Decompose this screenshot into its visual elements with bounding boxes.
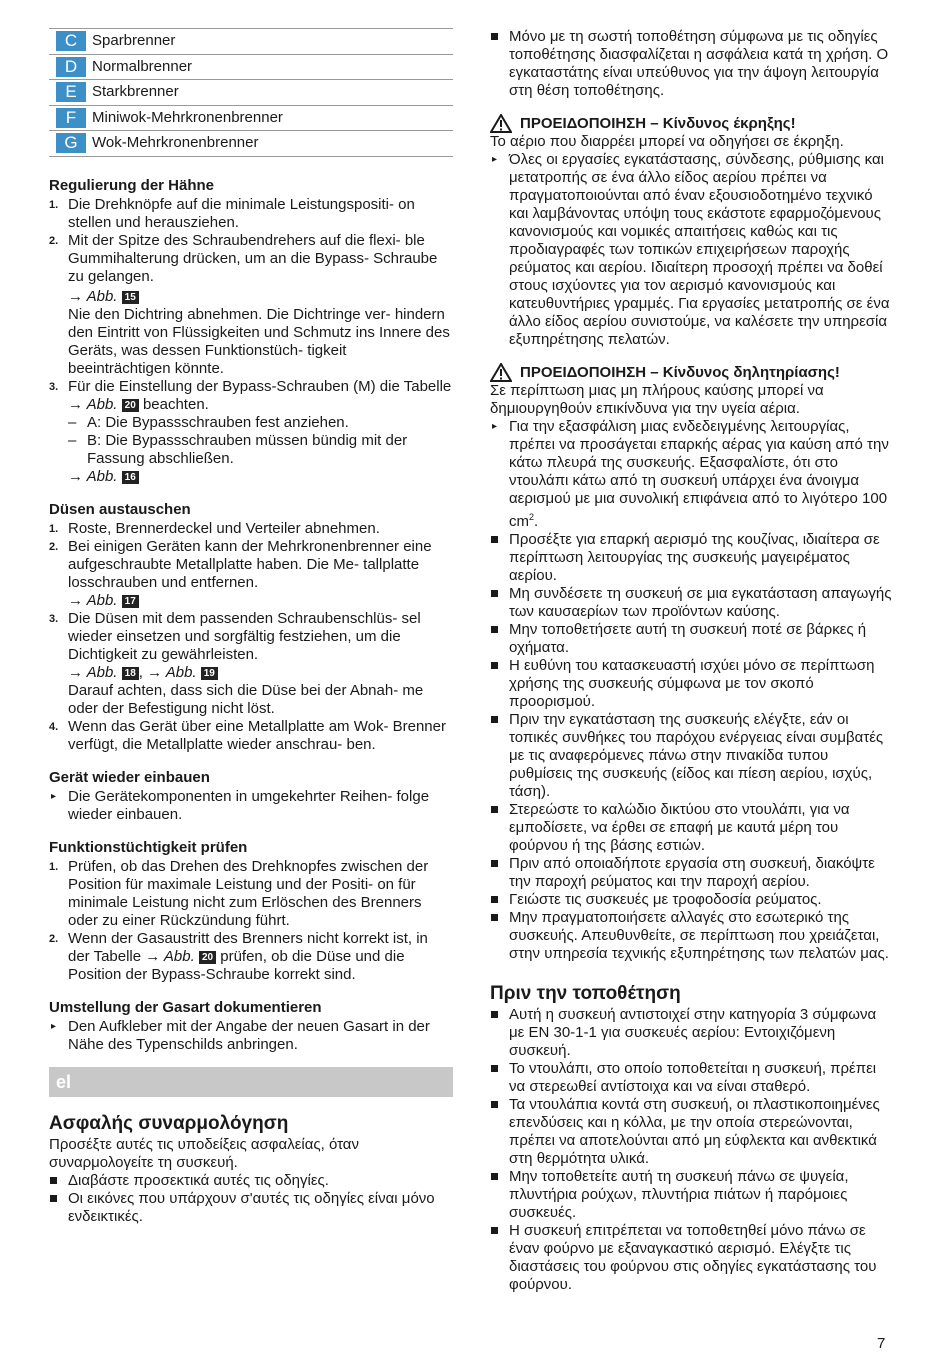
step-item: [49, 520, 453, 538]
section-heading: Πριν την τοποθέτηση: [490, 983, 681, 1004]
figure-ref: [68, 288, 453, 306]
figure-ref-text: → Abb.: [68, 591, 118, 609]
triangle-bullet-icon: ▸: [51, 790, 57, 802]
step-number: 2.: [49, 234, 59, 247]
burner-name: Wok-Mehrkronenbrenner: [92, 134, 259, 152]
step-text: prüfen, ob die Düse und die Position der Bypass-Schraube korrekt sind.: [68, 947, 405, 983]
step-number: 1.: [49, 198, 59, 211]
step-text: Die Drehknöpfe auf die minimale Leistungspositi- on stellen und herausziehen.: [68, 195, 415, 231]
list-item: [49, 1018, 453, 1054]
left-column: [49, 28, 453, 1226]
figure-badge: 19: [201, 667, 218, 680]
list-item: [490, 1060, 894, 1096]
square-bullet-icon: [491, 590, 498, 597]
sub-item-text: A: Die Bypassschrauben fest anziehen.: [87, 413, 349, 431]
figure-ref-text: → Abb.: [68, 395, 118, 413]
step-text: Für die Einstellung der Bypass-Schrauben (M) die Tabelle: [68, 377, 452, 395]
square-bullet-icon: [491, 662, 498, 669]
warning-text: Σε περίπτωση μιας μη πλήρους καύσης μπορεί να δημιουργηθούν επικίνδυνα για την υγεία αέρια.: [490, 382, 824, 417]
figure-badge: 17: [122, 595, 139, 608]
warning-heading: [490, 363, 894, 382]
list-item-text: Όλες οι εργασίες εγκατάστασης, σύνδεσης, ρύθμισης και μετατροπής σε ένα άλλο είδος αερίου πρέπει να πραγματοποιούνται από έναν εξουσιοδοτημένο τεχνικό και λαμβάνοντας υπόψη τους εκάστοτε εφαρμοζόμενους κανονισμούς και νομικές απαιτήσεις καθώς και τις προδιαγραφές των τοπικών επιχειρήσεων παροχής ρεύματος και αερίου. Ιδιαίτερη προσοχή πρέπει να δοθεί στους ισχύοντες για τον αερισμό κανονισμούς και κατευθυντήριες γραμμές. Για εργασίες μετατροπής σε ένα άλλο είδος αερίου συνιστούμε, να καλέσετε την υπηρεσία εξυπηρέτησης πελατών.: [509, 151, 890, 348]
language-bar: el: [49, 1067, 453, 1097]
step-number: 3.: [49, 380, 59, 393]
list-item: [49, 788, 453, 824]
list-item-text: Μη συνδέσετε τη συσκευή σε μια εγκατάσταση απαγωγής των καυσαερίων των προϊόντων καύσης.: [509, 585, 892, 620]
step-number: 2.: [49, 932, 59, 945]
list-item-text: Στερεώστε το καλώδιο δικτύου στο ντουλάπι, για να εμποδίσετε, να έρθει σε επαφή με καυτά μέρη του φούρνου ή της βάσης εστιών.: [509, 801, 850, 854]
triangle-bullet-icon: ▸: [492, 154, 498, 165]
table-row: [49, 131, 453, 157]
step-item: [49, 378, 453, 486]
figure-ref-text: → Abb.: [68, 467, 118, 485]
triangle-bullet-icon: ▸: [51, 1020, 57, 1032]
square-bullet-icon: [491, 860, 498, 867]
figure-ref: [68, 468, 453, 486]
step-number: 3.: [49, 612, 59, 625]
warning-heading: [490, 114, 894, 133]
figure-badge: 16: [122, 471, 139, 484]
burner-name: Miniwok-Mehrkronenbrenner: [92, 108, 283, 126]
burner-letter: C: [56, 31, 86, 51]
square-bullet-icon: [491, 896, 498, 903]
list-item: [490, 418, 894, 531]
square-bullet-icon: [50, 1195, 57, 1202]
step-item: [49, 196, 453, 232]
burner-letter: F: [56, 108, 86, 128]
list-item-text: Τα ντουλάπια κοντά στη συσκευή, οι πλαστικοποιημένες επενδύσεις και η κόλλα, με την οποία στερεώνονται, πρέπει να αποτελούνται από μη εύφλεκτα και ανθεκτικά στη θερμότητα υλικά.: [509, 1096, 880, 1167]
burner-name: Starkbrenner: [92, 83, 179, 101]
step-text: Prüfen, ob das Drehen des Drehknopfes zwischen der Position für maximale Leistung und der Positi- on für minimale Leistung nicht zum Erlöschen des Brenners oder zu einer Rückzündung führt.: [68, 857, 429, 929]
section-heading: Gerät wieder einbauen: [49, 768, 210, 786]
list-item-text: Οι εικόνες που υπάρχουν σ'αυτές τις οδηγίες είναι μόνο ενδεικτικές.: [68, 1189, 435, 1225]
list-item: [490, 657, 894, 711]
square-bullet-icon: [491, 914, 498, 921]
section-heading: Funktionstüchtigkeit prüfen: [49, 838, 248, 856]
sub-item-text: B: Die Bypassschrauben müssen bündig mit der Fassung abschließen.: [87, 431, 408, 467]
table-row: [49, 80, 453, 106]
square-bullet-icon: [491, 1011, 498, 1018]
step-text: beachten.: [142, 395, 209, 413]
step-note: Darauf achten, dass sich die Düse bei der Abnah- me oder der Befestigung nicht löst.: [68, 681, 424, 717]
right-column: [490, 28, 894, 1294]
step-number: 4.: [49, 720, 59, 733]
list-item-text: Η ευθύνη του κατασκευαστή ισχύει μόνο σε περίπτωση χρήσης της συσκευής σύμφωνα με τον σκοπό προορισμού.: [509, 657, 875, 710]
burner-letter: G: [56, 133, 86, 153]
triangle-bullet-icon: ▸: [492, 421, 498, 432]
list-item-text: Den Aufkleber mit der Angabe der neuen Gasart in der Nähe des Typenschilds anbringen.: [68, 1017, 430, 1053]
list-item: [490, 801, 894, 855]
list-item-text: Μην πραγματοποιήσετε αλλαγές στο εσωτερικό της συσκευής. Απευθυνθείτε, σε περίπτωση που χρειάζεται, στην υπηρεσία τεχνικής εξυπηρέτησης των πελατών μας.: [509, 909, 889, 962]
square-bullet-icon: [491, 1173, 498, 1180]
separator: ,: [138, 663, 143, 681]
warning-triangle-icon: [490, 114, 512, 133]
step-number: 1.: [49, 522, 59, 535]
step-text: Mit der Spitze des Schraubendrehers auf die flexi- ble Gummihalterung drücken, um an die Bypass- Schraube zu gelangen.: [68, 231, 438, 285]
list-item-text: Γειώστε τις συσκευές με τροφοδοσία ρεύματος.: [509, 891, 822, 908]
square-bullet-icon: [491, 1227, 498, 1234]
step-item: [49, 232, 453, 378]
burner-name: Normalbrenner: [92, 57, 193, 75]
figure-ref-text: → Abb.: [68, 287, 118, 305]
step-text: Bei einigen Geräten kann der Mehrkronenbrenner eine aufgeschraubte Metallplatte haben. Die Me- tallplatte losschrauben und entfernen.: [68, 537, 432, 591]
list-item: [49, 1172, 453, 1190]
warning-title: ΠΡΟΕΙΔΟΠΟΙΗΣΗ – Κίνδυνος έκρηξης!: [520, 114, 796, 132]
step-item: [49, 538, 453, 610]
list-item-text: Πριν από οποιαδήποτε εργασία στη συσκευή, διακόψτε την παροχή ρεύματος και την παροχή αερίου.: [509, 855, 875, 890]
list-item-text: .: [534, 513, 539, 530]
list-item: [490, 1222, 894, 1294]
list-item-text: Το ντουλάπι, στο οποίο τοποθετείται η συσκευή, πρέπει να στερεωθεί αντίστοιχα και να είναι σταθερό.: [509, 1060, 877, 1095]
list-item-text: Μην τοποθετήσετε αυτή τη συσκευή ποτέ σε βάρκες ή οχήματα.: [509, 621, 867, 656]
square-bullet-icon: [491, 806, 498, 813]
burner-letter: D: [56, 57, 86, 77]
warning-title: ΠΡΟΕΙΔΟΠΟΙΗΣΗ – Κίνδυνος δηλητηρίασης!: [520, 363, 840, 381]
intro-text: Προσέξτε αυτές τις υποδείξεις ασφαλείας, όταν συναρμολογείτε τη συσκευή.: [49, 1135, 359, 1171]
section-heading: Ασφαλής συναρμολόγηση: [49, 1112, 289, 1134]
step-item: [49, 610, 453, 718]
list-item: [490, 1096, 894, 1168]
list-item: [490, 585, 894, 621]
figure-badge: 18: [122, 667, 139, 680]
step-item: [49, 930, 453, 984]
superscript: 2: [529, 512, 535, 522]
list-item-text: Πριν την εγκατάσταση της συσκευής ελέγξτε, εάν οι τοπικές συνθήκες του παρόχου ενέργειας είναι συμβατές με τις αναφερόμενες πάνω στην πινακίδα τυπου ρυθμίσεις της συσκευής (είδος και πίεση αερίου, ισχύς, τάση).: [509, 711, 884, 800]
section-heading: Düsen austauschen: [49, 500, 191, 518]
figure-ref-text: → Abb.: [145, 947, 195, 965]
list-item-text: Μόνο με τη σωστή τοποθέτηση σύμφωνα με τις οδηγίες τοποθέτησης διασφαλίζεται η ασφάλεια κατά τη χρήση. Ο εγκαταστάτης είναι υπεύθυνος για την άψογη λειτουργία στη θέση τοποθέτησης.: [509, 28, 889, 99]
figure-badge: 20: [122, 399, 139, 412]
list-item: [490, 711, 894, 801]
dash: –: [68, 413, 77, 431]
list-item: [490, 621, 894, 657]
burner-name: Sparbrenner: [92, 32, 176, 50]
section-heading: Umstellung der Gasart dokumentieren: [49, 998, 322, 1016]
square-bullet-icon: [50, 1177, 57, 1184]
list-item: [49, 1190, 453, 1226]
figure-ref-text: → Abb.: [147, 663, 197, 681]
step-text: Wenn der Gasaustritt des Brenners nicht korrekt ist, in der Tabelle: [68, 929, 428, 965]
step-text: Wenn das Gerät über eine Metallplatte am Wok- Brenner verfügt, die Metallplatte wieder anschrau- ben.: [68, 717, 446, 753]
square-bullet-icon: [491, 1065, 498, 1072]
list-item-text: Διαβάστε προσεκτικά αυτές τις οδηγίες.: [68, 1171, 329, 1189]
figure-badge: 20: [199, 951, 216, 964]
step-text: Die Düsen mit dem passenden Schraubenschlüs- sel wieder einsetzen und sorgfältig festziehen, um die Dichtigkeit zu gewährleisten.: [68, 609, 421, 663]
list-item-text: Η συσκευή επιτρέπεται να τοποθετηθεί μόνο πάνω σε έναν φούρνο με εξαναγκαστικό αερισμό. Ελέγξτε τις διαστάσεις του φούρνου στις οδηγίες εγκατάστασης του φούρνου.: [509, 1222, 877, 1293]
square-bullet-icon: [491, 626, 498, 633]
step-number: 2.: [49, 540, 59, 553]
list-item: [490, 1168, 894, 1222]
list-item: [490, 28, 894, 100]
sub-item: [68, 432, 453, 468]
section-heading: Regulierung der Hähne: [49, 176, 215, 194]
figure-ref-text: → Abb.: [68, 663, 118, 681]
square-bullet-icon: [491, 1101, 498, 1108]
list-item-text: Αυτή η συσκευή αντιστοιχεί στην κατηγορία 3 σύμφωνα με EN 30-1-1 για συσκευές αερίου: Εντοιχιζόμενη συσκευή.: [509, 1006, 877, 1059]
figure-ref: [68, 592, 453, 610]
list-item-text: Μην τοποθετείτε αυτή τη συσκευή πάνω σε ψυγεία, πλυντήρια ρούχων, πλυντήρια πιάτων ή παρόμοιες συσκευές.: [509, 1168, 849, 1221]
figure-ref: [68, 664, 453, 682]
table-row: [49, 29, 453, 55]
list-item-text: Προσέξτε για επαρκή αερισμό της κουζίνας, ιδιαίτερα σε περίπτωση λειτουργίας της συσκευής μαγειρέματος αερίου.: [509, 531, 880, 584]
step-text: Roste, Brennerdeckel und Verteiler abnehmen.: [68, 519, 380, 537]
list-item: [490, 855, 894, 891]
burner-letter: E: [56, 82, 86, 102]
list-item: [490, 531, 894, 585]
list-item-text: Die Gerätekomponenten in umgekehrter Reihen- folge wieder einbauen.: [68, 787, 430, 823]
square-bullet-icon: [491, 33, 498, 40]
warning-text: Το αέριο που διαρρέει μπορεί να οδηγήσει σε έκρηξη.: [490, 133, 844, 150]
step-note: Nie den Dichtring abnehmen. Die Dichtringe ver- hindern den Eintritt von Flüssigkeiten und Schmutz ins Innere des Geräts, was dessen Funktionstüch- tigkeit beeinträchtigen könnte.: [68, 305, 450, 377]
step-item: [49, 718, 453, 754]
list-item: [490, 909, 894, 963]
table-row: [49, 106, 453, 132]
page-number: 7: [877, 1335, 886, 1352]
square-bullet-icon: [491, 716, 498, 723]
list-item: [490, 1006, 894, 1060]
sub-item: [68, 414, 453, 432]
warning-triangle-icon: [490, 363, 512, 382]
list-item: [490, 891, 894, 909]
list-item-text: Για την εξασφάλιση μιας ενδεδειγμένης λειτουργίας, πρέπει να προσάγεται επαρκής αέρας για καύση από την κάτω πλευρά της συσκευής. Εξασφαλίστε, ότι στο ντουλάπι κάτω από τη συσκευή υπάρχει ένα άνοιγμα αερισμού με μια συνολική επιφάνεια από το λιγότερο 100 cm: [509, 418, 889, 530]
table-row: [49, 55, 453, 81]
step-number: 1.: [49, 860, 59, 873]
figure-badge: 15: [122, 291, 139, 304]
dash: –: [68, 431, 77, 449]
burner-table: [49, 28, 453, 157]
list-item: [490, 151, 894, 349]
square-bullet-icon: [491, 536, 498, 543]
step-item: [49, 858, 453, 930]
